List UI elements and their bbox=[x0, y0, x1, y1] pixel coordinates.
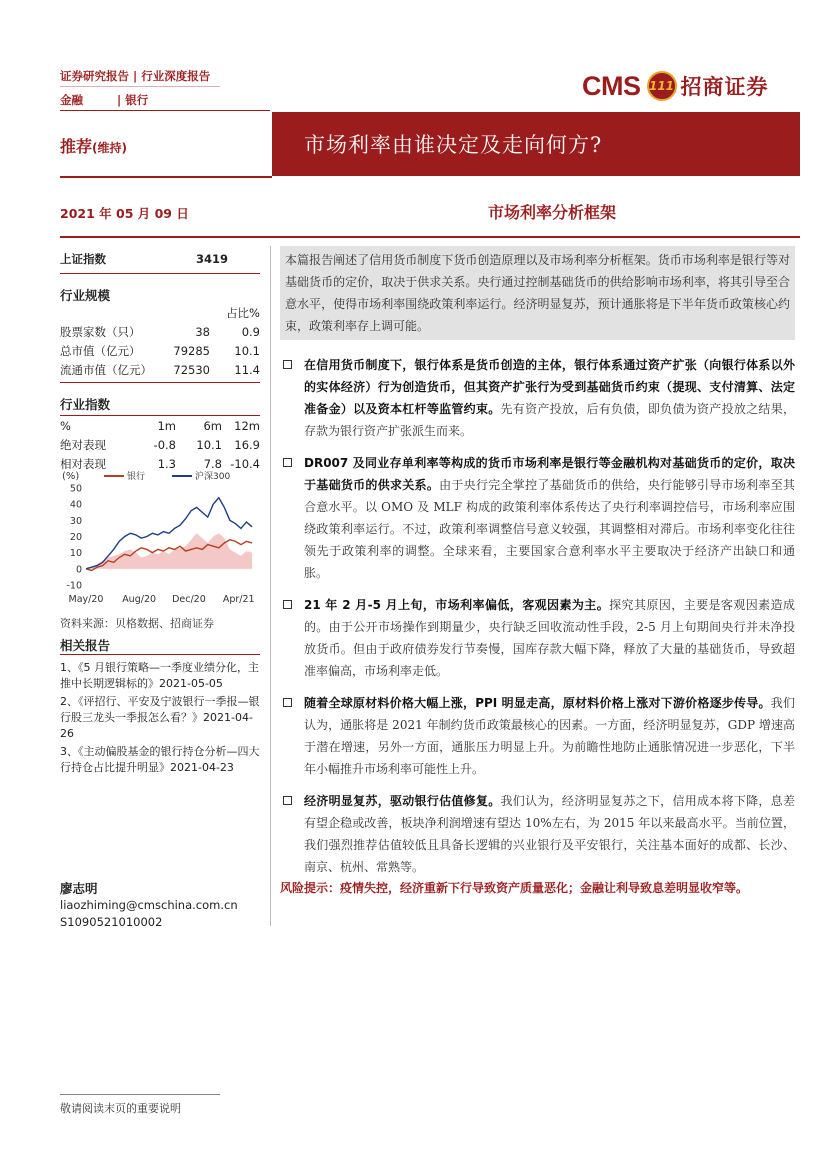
scale-rule bbox=[60, 382, 260, 383]
index-label: 上证指数 bbox=[60, 252, 106, 266]
key-point-text: 由于央行完全掌控了基础货币的供给，央行能够引导市场利率至其合意水平。以 OMO 及 MLF 构成的政策利率体系传达了央行利率调控信号，市场利率应围绕政策利率运行。不过，政策利率调整信号意义较强，其调整相对滞后。市场利率变化往往领先于政策利率的调整。全球来看，主要国家合意利率水平主要取决于经济产出缺口和通胀。 bbox=[304, 478, 795, 580]
report-type: 证券研究报告 bbox=[60, 69, 129, 83]
y-axis-label: (%) bbox=[62, 471, 80, 482]
perf-row-label: 相对表现 bbox=[60, 456, 106, 471]
related-rule bbox=[60, 654, 260, 655]
title-bar bbox=[272, 112, 800, 176]
rating bbox=[60, 134, 127, 157]
perf-row-6m: 7.8 bbox=[203, 456, 222, 471]
key-points bbox=[280, 354, 795, 888]
perf-row-12m: -10.4 bbox=[230, 456, 260, 471]
author-email[interactable]: liaozhiming@cmschina.com.cn bbox=[60, 898, 238, 912]
header-rule bbox=[60, 86, 220, 87]
perf-row-1m: -0.8 bbox=[153, 437, 176, 452]
related-item[interactable]: 1、《5 月银行策略—一季度业绩分化，主推中长期逻辑标的》2021-05-05 bbox=[60, 661, 259, 690]
perf-row-12m: 16.9 bbox=[234, 437, 260, 452]
scale-row-label: 股票家数（只） bbox=[60, 324, 141, 339]
performance-chart bbox=[60, 468, 260, 608]
key-point bbox=[280, 692, 795, 780]
cms-logo bbox=[582, 70, 769, 102]
scale-row-value: 72530 bbox=[173, 362, 210, 377]
area-series bbox=[86, 533, 252, 569]
report-kind: 行业深度报告 bbox=[141, 69, 211, 83]
abstract: 本篇报告阐述了信用货币制度下货币创造原理以及市场利率分析框架。货币市场利率是银行等对基础货币的定价，取决于供求关系。央行通过控制基础货币的供给影响市场利率，将其引导至合意水平，使得市场利率围绕政策利率运行。经济明显复苏，预计通胀将是下半年货币政策核心约束，政策利率存上调可能。 bbox=[280, 246, 795, 340]
y-tick-label: 20 bbox=[69, 532, 82, 543]
checkbox-bullet-icon bbox=[283, 458, 292, 467]
scale-row-share: 10.1 bbox=[234, 343, 260, 358]
rating-rule bbox=[60, 176, 272, 178]
key-point-highlight: 在信用货币制度下，银行体系是货币创造的主体，银行体系通过资产扩张（向银行体系以外的实体经济）行为创造货币，但其资产扩张行为受到基础货币约束（提现、支付清算、法定准备金）以及资本杠杆等监管约束。 bbox=[304, 358, 795, 416]
key-point-text: 我们认为，通胀将是 2021 年制约货币政策最核心的因素。一方面，经济明显复苏，GDP 增速高于潜在增速，另外一方面，通胀压力明显上升。为前瞻性地防止通胀情况进一步恶化，下半年小幅推升市场利率可能性上升。 bbox=[304, 696, 795, 776]
risk-warning: 风险提示：疫情失控，经济重新下行导致资产质量恶化；金融让利导致息差明显收窄等。 bbox=[280, 881, 749, 895]
perf-head-label: % bbox=[60, 418, 71, 433]
key-point bbox=[280, 594, 795, 682]
perf-row-1m: 1.3 bbox=[157, 456, 176, 471]
report-subtitle: 市场利率分析框架 bbox=[488, 203, 617, 222]
scale-row-share: 0.9 bbox=[241, 324, 260, 339]
key-point-highlight: 21 年 2 月-5 月上旬，市场利率偏低，客观因素为主。 bbox=[304, 598, 610, 612]
report-title: 市场利率由谁决定及走向何方? bbox=[304, 133, 603, 157]
footer-note: 敬请阅读末页的重要说明 bbox=[60, 1102, 181, 1115]
author-name: 廖志明 bbox=[60, 881, 98, 896]
key-point bbox=[280, 452, 795, 584]
x-tick-label: Apr/21 bbox=[222, 594, 255, 605]
index-rule bbox=[60, 273, 260, 274]
related-title: 相关报告 bbox=[60, 638, 111, 653]
y-tick-label: 50 bbox=[69, 483, 82, 495]
scale-row bbox=[60, 341, 260, 360]
related-list bbox=[60, 660, 260, 776]
y-tick-label: 0 bbox=[75, 564, 82, 576]
legend-label: 沪深300 bbox=[195, 472, 231, 482]
header-divider: | bbox=[133, 69, 138, 83]
key-point-text: 我们认为，经济明显复苏之下，信用成本将下降，息差有望企稳或改善，板块净利润增速有望达 10%左右，为 2015 年以来最高水平。当前位置，我们强烈推荐估值较低且具备长逻辑的兴业银行及平安银行，关注基本面好的成都、长沙、南京、杭州、常熟等。 bbox=[304, 794, 795, 874]
column-divider bbox=[270, 246, 271, 926]
key-point bbox=[280, 790, 795, 878]
author-license: S1090521010002 bbox=[60, 915, 163, 929]
report-type-line bbox=[60, 68, 210, 84]
checkbox-bullet-icon bbox=[283, 698, 292, 707]
y-tick-label: -10 bbox=[66, 580, 82, 592]
rating-sub: (维持) bbox=[92, 141, 127, 155]
author-block bbox=[60, 880, 238, 931]
checkbox-bullet-icon bbox=[283, 600, 292, 609]
chart-source: 资料来源：贝格数据、招商证券 bbox=[60, 617, 214, 630]
scale-row-value: 79285 bbox=[173, 343, 210, 358]
checkbox-bullet-icon bbox=[283, 796, 292, 805]
perf-header bbox=[60, 416, 260, 435]
perf-row bbox=[60, 435, 260, 454]
key-point-text: 探究其原因，主要是客观因素造成的。由于公开市场操作到期量少，央行缺乏回收流动性手段，2-5 月上旬期间央行并未净投放货币。但由于政府债券发行节奏慢，国库存款大幅下降，释放了大量的基础货币，导致超准率偏高，市场利率走低。 bbox=[304, 598, 795, 678]
scale-row bbox=[60, 322, 260, 341]
left-sidebar bbox=[60, 248, 260, 473]
checkbox-bullet-icon bbox=[283, 360, 292, 369]
scale-row-share: 11.4 bbox=[234, 362, 260, 377]
scale-row-label: 流通市值（亿元） bbox=[60, 362, 152, 377]
header-rule-2 bbox=[60, 110, 270, 111]
scale-row-label: 总市值（亿元） bbox=[60, 343, 141, 358]
x-tick-label: Dec/20 bbox=[172, 594, 206, 605]
perf-title: 行业指数 bbox=[60, 397, 111, 412]
key-point-highlight: 经济明显复苏，驱动银行估值修复。 bbox=[304, 794, 501, 808]
related-item[interactable]: 3、《主动偏股基金的银行持仓分析—四大行持仓占比提升明显》2021-04-23 bbox=[60, 745, 260, 774]
perf-head-6m: 6m bbox=[203, 418, 222, 433]
industry-divider: | bbox=[117, 93, 122, 107]
y-tick-label: 40 bbox=[69, 499, 82, 511]
logo-cn-text: 招商证券 bbox=[680, 75, 769, 99]
perf-head-12m: 12m bbox=[234, 418, 260, 433]
perf-head-1m: 1m bbox=[157, 418, 176, 433]
logo-cms-text: CMS bbox=[582, 70, 641, 101]
report-date: 2021 年 05 月 09 日 bbox=[60, 206, 189, 221]
y-tick-label: 30 bbox=[69, 515, 82, 527]
footer-rule bbox=[60, 1094, 220, 1095]
performance-chart-svg bbox=[60, 468, 260, 608]
key-point-text: 先有资产投放，后有负债，即负债为资产投放之结果，存款为银行资产扩张派生而来。 bbox=[304, 402, 795, 438]
key-point-highlight: 随着全球原材料价格大幅上涨，PPI 明显走高，原材料价格上涨对下游价格逐步传导。 bbox=[304, 696, 771, 710]
rating-label: 推荐 bbox=[60, 137, 93, 156]
index-value: 3419 bbox=[195, 252, 228, 266]
x-tick-label: May/20 bbox=[68, 594, 104, 605]
key-point-highlight: DR007 及同业存单利率等构成的货币市场利率是银行等金融机构对基础货币的定价，取决于基础货币的供求关系。 bbox=[304, 456, 795, 492]
legend-label: 银行 bbox=[127, 472, 146, 482]
main-rule bbox=[60, 236, 800, 238]
category: 金融 bbox=[60, 93, 83, 107]
x-tick-label: Aug/20 bbox=[122, 594, 157, 605]
key-point bbox=[280, 354, 795, 442]
scale-row-value: 38 bbox=[195, 324, 210, 339]
scale-row bbox=[60, 360, 260, 379]
scale-header bbox=[60, 304, 260, 322]
perf-row-label: 绝对表现 bbox=[60, 437, 106, 452]
logo-badge-icon: 111 bbox=[647, 71, 677, 101]
index-row bbox=[60, 248, 260, 270]
scale-col-label: 占比% bbox=[226, 306, 260, 320]
scale-title: 行业规模 bbox=[60, 288, 111, 303]
y-tick-label: 10 bbox=[69, 548, 82, 560]
industry: 银行 bbox=[125, 93, 149, 107]
perf-row-6m: 10.1 bbox=[196, 437, 222, 452]
related-item[interactable]: 2、《评招行、平安及宁波银行一季报—银行股三龙头一季报怎么看？》2021-04-26 bbox=[60, 695, 260, 740]
industry-line bbox=[60, 92, 148, 108]
